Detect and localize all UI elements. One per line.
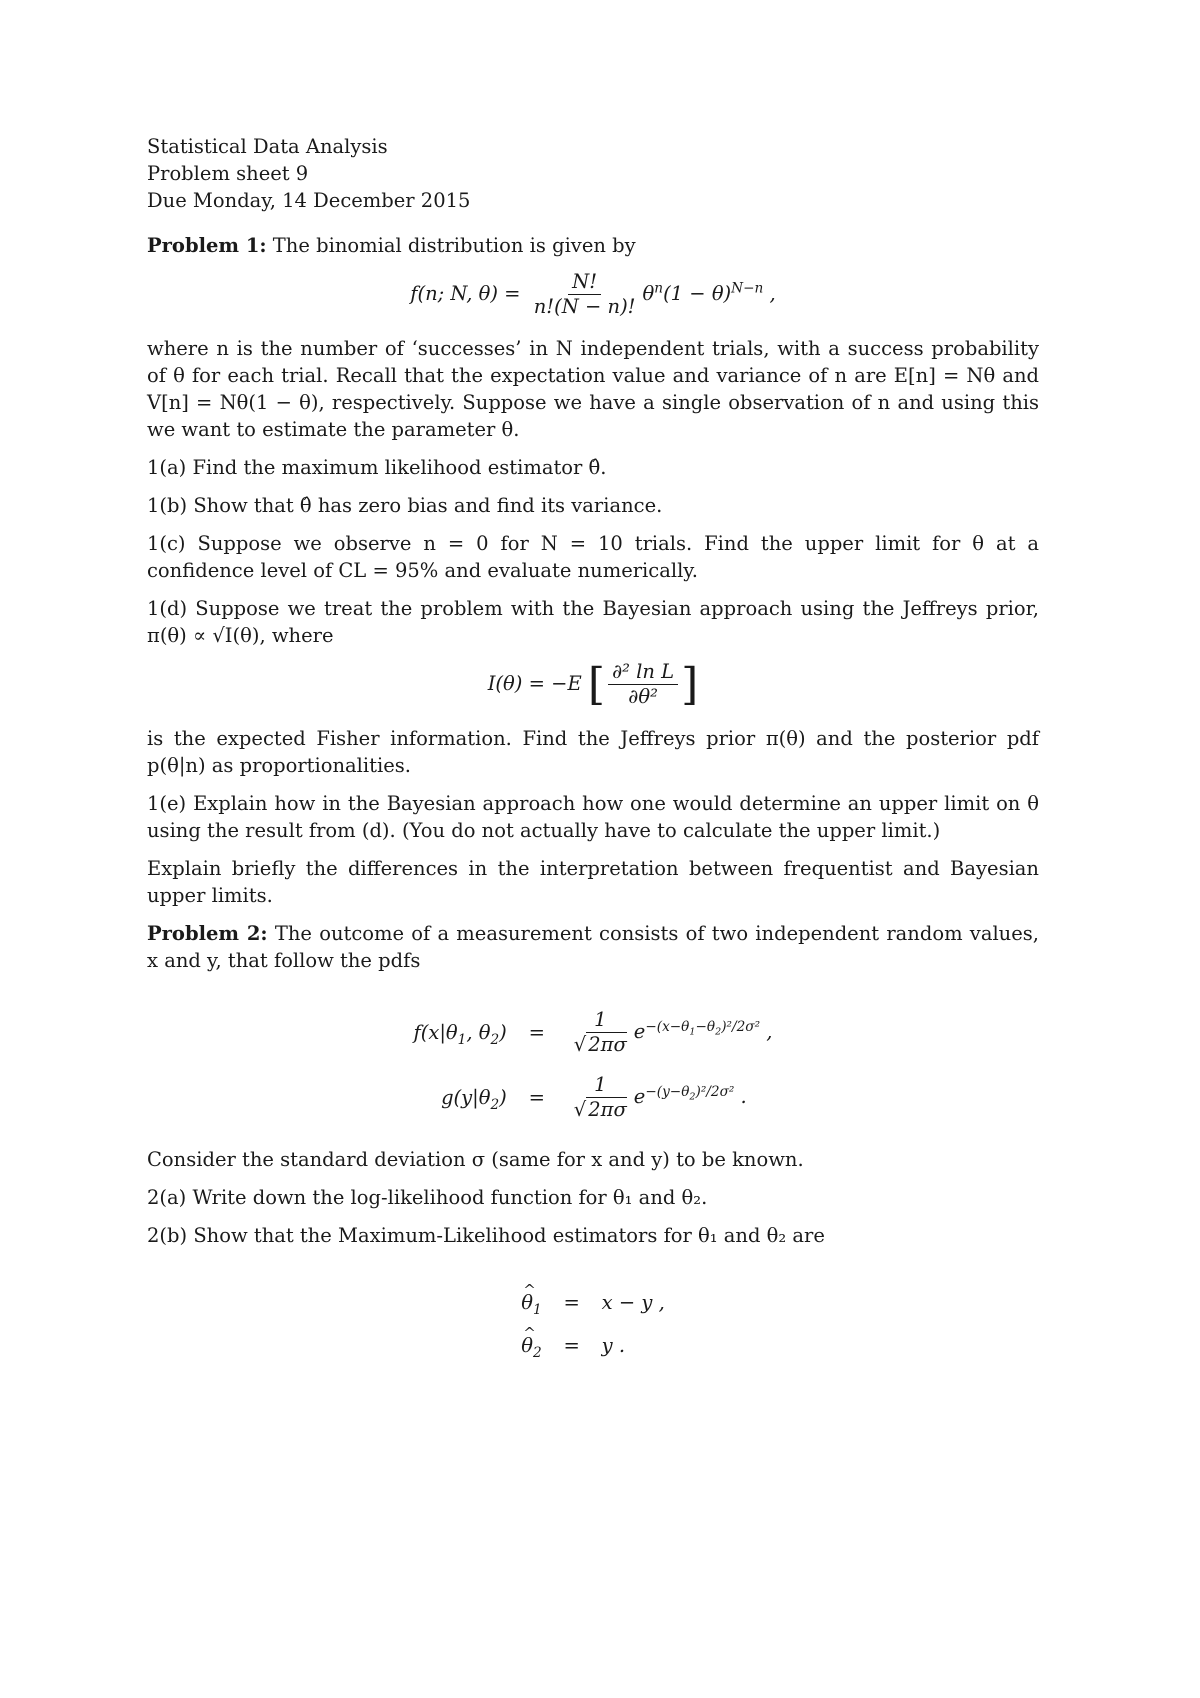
problem-1-intro (147, 232, 1039, 259)
theta2-hat-value: y . (601, 1334, 626, 1357)
theta2-hat: ^ $\theta_2$ (521, 1332, 541, 1359)
part-1c-label: 1(c) (147, 532, 186, 555)
header (147, 133, 1039, 214)
ml-estimator-equations: ^ $\theta_1$ = x − y , ^ $\theta_2$ = y . (147, 1289, 1039, 1359)
part-1a (147, 454, 1039, 481)
fisher-information-equation: I(θ) = −E [ $\frac{\text{∂² ln L}}{\text{∂θ²}}$ ] (487, 659, 699, 710)
problem-1-label: Problem 1: (147, 234, 267, 257)
pdf-equations: $f(x|\theta_1$, $\theta_2$) = $\frac{1}{√ 2\pi\sigma}$ $e^{-(x-\theta_1-\theta_2)^2/2\sigma^2}$ , $g(y|\theta_2)$ = $\frac{1}{√ 2\pi\sigma}$ $e^{-(y-\theta_2)^2/2\sigma^2}$ . (413, 1008, 773, 1121)
part-1e-continued: Explain briefly the differences in the interpretation between frequentist and Bayesian upper limits. (147, 857, 1039, 907)
part-1d-text: Suppose we treat the problem with the Bayesian approach using the Jeffreys prior, π(θ) ∝ √I(θ), where (147, 597, 1039, 647)
pdf-f-rhs: $\frac{1}{√ 2\pi\sigma}$ $e^{-(x-\theta_1-\theta_2)^2/2\sigma^2}$ , (573, 1008, 773, 1056)
part-2b-label: 2(b) (147, 1224, 188, 1247)
binomial-equation: f(n; N, θ) = $\frac{N!}{n!(N - n)!}$ $\theta^n(1 - \theta)^{N-n}$ , (410, 270, 776, 318)
part-1d-label: 1(d) (147, 597, 188, 620)
part-1e-text: Explain how in the Bayesian approach how one would determine an upper limit on θ using the result from (d). (You do not actually have to calculate the upper limit.) (147, 792, 1039, 842)
part-2a (147, 1184, 1039, 1211)
problem-2-known-sigma: Consider the standard deviation σ (same for x and y) to be known. (147, 1148, 804, 1171)
course-title: Statistical Data Analysis (147, 135, 388, 158)
part-1b (147, 492, 1039, 519)
pdf-g-rhs: $\frac{1}{√ 2\pi\sigma}$ $e^{-(y-\theta_2)^2/2\sigma^2}$ . (573, 1073, 747, 1121)
part-1c (147, 530, 1039, 584)
theta1-hat-value: x − y , (601, 1291, 665, 1314)
problem-2-label: Problem 2: (147, 922, 268, 945)
problem-1-description: where n is the number of ‘successes’ in N independent trials, with a success probability of θ for each trial. Recall that the expectation value and variance of n are E[n] = Nθ and V[n] = Nθ(1 − θ), respectively. Suppose we have a single observation of n and using this we want to estimate the parameter θ. (147, 337, 1039, 441)
problem-2-intro (147, 920, 1039, 974)
theta1-hat: ^ $\theta_1$ (521, 1289, 541, 1316)
part-2b (147, 1222, 1039, 1249)
part-1e-label: 1(e) (147, 792, 187, 815)
part-2b-text: Show that the Maximum-Likelihood estimators for θ₁ and θ₂ are (193, 1224, 825, 1247)
part-2a-text: Write down the log-likelihood function for θ₁ and θ₂. (192, 1186, 708, 1209)
problem-sheet (147, 133, 1039, 1383)
part-1b-text: Show that θ̂ has zero bias and find its variance. (193, 494, 663, 517)
part-1d (147, 595, 1039, 649)
pdf-g-lhs: $g(y|\theta_2)$ (441, 1086, 507, 1113)
part-1a-text: Find the maximum likelihood estimator θ̂. (192, 456, 607, 479)
part-2a-label: 2(a) (147, 1186, 187, 1209)
part-1e (147, 790, 1039, 844)
due-date: Due Monday, 14 December 2015 (147, 189, 471, 212)
part-1b-label: 1(b) (147, 494, 188, 517)
problem-1-intro-text: The binomial distribution is given by (272, 234, 636, 257)
sheet-number: Problem sheet 9 (147, 162, 309, 185)
part-1d-continued: is the expected Fisher information. Find the Jeffreys prior π(θ) and the posterior pdf p(θ|n) as proportionalities. (147, 727, 1039, 777)
problem-2-intro-text: The outcome of a measurement consists of two independent random values, x and y, that follow the pdfs (147, 922, 1039, 972)
part-1a-label: 1(a) (147, 456, 187, 479)
pdf-f-lhs: $f(x|\theta_1$, $\theta_2$) (413, 1021, 507, 1048)
part-1c-text: Suppose we observe n = 0 for N = 10 trials. Find the upper limit for θ at a confidence level of CL = 95% and evaluate numerically. (147, 532, 1040, 582)
